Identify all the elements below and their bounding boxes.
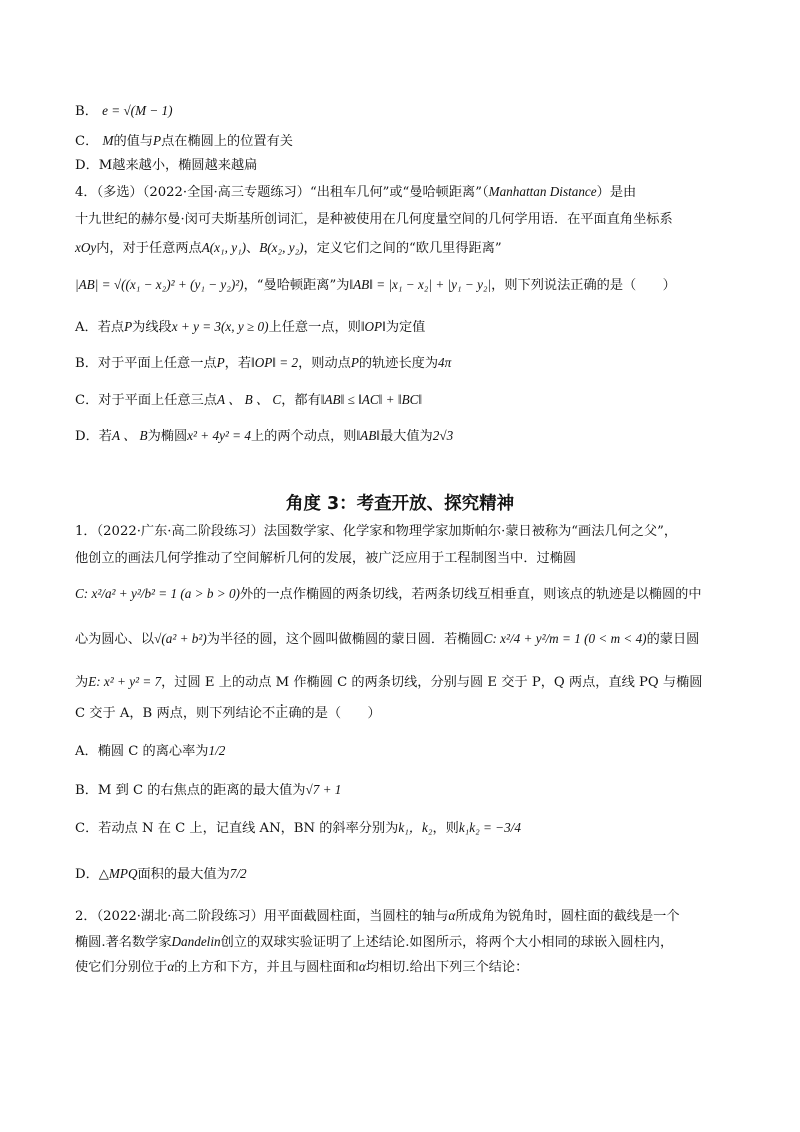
emphasis-not-correct: 不正确 [261, 706, 302, 721]
q4-b-text-2: ，若 [224, 356, 252, 371]
math-xoy: xOy [75, 240, 97, 255]
q4-c-text-1: C．对于平面上任意三点 [75, 393, 217, 408]
math-euclid-distance: |AB| = √((x₁ − x₂)² + (y₁ − y₂)²) [75, 277, 244, 292]
q4-option-d [75, 427, 735, 446]
p1-c-text-1: C．若动点 N 在 C 上，记直线 AN，BN 的斜率分别为 [75, 821, 399, 836]
p1-d-text-2: 面积的最大值为 [137, 867, 230, 882]
q4-b-text-3: ，则动点 [298, 356, 351, 371]
q3-option-b-label: B． [75, 104, 98, 119]
p1-option-a [75, 742, 735, 761]
math-alpha: α [358, 959, 366, 974]
q4-line-1-text: 4．（多选）（2022·全国·高三专题练习）“出租车几何”或“曼哈顿距离”（ [75, 185, 489, 200]
p1-line-4 [75, 630, 735, 649]
p2-line-3-text-1: 使它们分别位于 [75, 960, 168, 975]
math-p: P [124, 319, 133, 334]
math-alpha: α [448, 908, 456, 923]
p2-line-2-text-2: 创立的双球实验证明了上述结论.如图所示，将两个大小相同的球嵌入圆柱内， [220, 935, 674, 950]
q4-d-text-3: 上的两个动点，则 [250, 429, 357, 444]
p1-line-6-text-1: C 交于 A，B 两点，则下列结论 [75, 706, 262, 721]
section-heading: 角度 3：考查开放、探究精神 [285, 494, 515, 514]
q4-a-text-2: 为线段 [132, 320, 172, 335]
math-2sqrt3: 2√3 [432, 428, 454, 443]
q3-option-c-label: C． [75, 134, 99, 149]
q4-a-text-4: 为定值 [385, 320, 426, 335]
q4-option-c [75, 391, 735, 410]
q4-d-text-4: 最大值为 [380, 429, 433, 444]
name-dandelin: Dandelin [171, 934, 221, 949]
q4-line-3 [75, 239, 735, 258]
q4-line-3-text-1: 内，对于任意两点 [96, 241, 202, 256]
p2-line-2-text-1: 椭圆.著名数学家 [75, 935, 172, 950]
math-ellipse-m: C: x²/4 + y²/m = 1 (0 < m < 4) [483, 631, 647, 646]
p2-line-1 [75, 907, 735, 926]
math-p: P [350, 355, 359, 370]
q4-line-1 [75, 183, 735, 202]
q4-line-4-text-2: ，则下列说法正确的是（ ） [491, 278, 676, 293]
q4-line-1-italic: Manhattan Distance [488, 184, 597, 199]
q4-b-text-4: 的轨迹长度为 [358, 356, 439, 371]
p1-line-6 [75, 705, 735, 723]
math-point-b: B(x₂, y₂) [259, 240, 304, 255]
q4-a-text-1: A．若点 [75, 320, 125, 335]
p2-line-3-text-2: 的上方和下方，并且与圆柱面和 [174, 960, 359, 975]
p1-option-c [75, 819, 735, 838]
p1-line-5 [75, 673, 735, 692]
q4-c-text-2: ，都有 [281, 393, 321, 408]
math-ab: A 、 B [111, 428, 148, 443]
p2-line-1-text-1: 2．（2022·湖北·高二阶段练习）用平面截圆柱面，当圆柱的轴与 [75, 909, 449, 924]
q4-a-text-3: 上任意一点，则 [268, 320, 361, 335]
q3-option-c [75, 132, 735, 151]
q3-option-d: D．M越来越小，椭圆越来越扁 [75, 158, 258, 173]
p2-line-1-text-2: 所成角为锐角时，圆柱面的截线是一个 [455, 909, 680, 924]
q3-option-b [75, 102, 735, 121]
p1-line-4-text-1: 心为圆心、以 [75, 632, 155, 647]
math-k1k2-value: k₁k₂ = −3/4 [458, 820, 521, 835]
math-op-norm: ‖OP‖ [360, 319, 386, 334]
math-p: P [153, 133, 162, 148]
math-seven-halves: 7/2 [229, 866, 247, 881]
q3-option-c-text-1: 的值与 [113, 134, 154, 149]
q4-line-4-text-1: ，“曼哈顿距离”为 [243, 278, 350, 293]
math-alpha: α [167, 959, 175, 974]
q4-line-3-text-3: ，定义它们之间的“欧几里得距离” [303, 241, 502, 256]
q4-line-4 [75, 276, 735, 295]
math-monge-circle: E: x² + y² = 7 [88, 674, 162, 689]
math-segment: x + y = 3(x, y ≥ 0) [171, 319, 269, 334]
math-triangle-mpq: △MPQ [98, 866, 138, 881]
math-k1-k2: k₁，k₂ [398, 820, 433, 835]
p1-line-5-text-2: ，过圆 E 上的动点 M 作椭圆 C 的两条切线，分别与圆 E 交于 P，Q 两点，直线 PQ 与椭圆 [161, 675, 703, 690]
p1-line-6-text-2: 的是（ ） [301, 706, 381, 721]
q3-option-c-text-2: 点在椭圆上的位置有关 [161, 134, 293, 149]
math-op-equals: ‖OP‖ = 2 [251, 355, 299, 370]
q4-line-3-text-2: 、 [246, 241, 260, 256]
p1-line-3-text: 外的一点作椭圆的两条切线，若两条切线互相垂直，则该点的轨迹是以椭圆的中 [239, 587, 702, 602]
p1-c-text-2: ，则 [432, 821, 459, 836]
q4-line-1-end: ）是由 [596, 185, 637, 200]
p1-line-3 [75, 585, 735, 604]
p1-option-b [75, 781, 735, 800]
q4-line-2: 十九世纪的赫尔曼·闵可夫斯基所创词汇，是种被使用在几何度量空间的几何学用语．在平面直角坐标系 [75, 212, 673, 227]
p1-option-d [75, 865, 735, 884]
math-sqrt7-plus-1: √7 + 1 [305, 782, 342, 797]
p1-line-2: 他创立的画法几何学推动了空间解析几何的发展，被广泛应用于工程制图当中．过椭圆 [75, 551, 577, 566]
p1-line-4-text-2: 为半径的圆，这个圆叫做椭圆的蒙日圆．若椭圆 [206, 632, 484, 647]
math-m: M [102, 133, 114, 148]
p2-line-3-text-3: 均相切.给出下列三个结论： [365, 960, 529, 975]
math-point-a: A(x₁, y₁) [201, 240, 247, 255]
math-manhattan-distance: ‖AB‖ = |x₁ − x₂| + |y₁ − y₂| [349, 277, 492, 292]
math-ellipse-general: C: x²/a² + y²/b² = 1 (a > b > 0) [75, 586, 240, 601]
math-ab-norm: ‖AB‖ [356, 428, 380, 443]
q4-d-text-1: D．若 [75, 429, 112, 444]
q4-b-text-1: B．对于平面上任意一点 [75, 356, 217, 371]
p1-line-4-text-3: 的蒙日圆 [646, 632, 700, 647]
p1-d-text-1: D． [75, 867, 99, 882]
math-triangle-inequality: ‖AB‖ ≤ ‖AC‖ + ‖BC‖ [320, 392, 423, 407]
math-ellipse: x² + 4y² = 4 [187, 428, 251, 443]
q3-option-b-math: e = √(M − 1) [102, 103, 173, 118]
math-half: 1/2 [208, 743, 226, 758]
p1-line-1: 1．（2022·广东·高二阶段练习）法国数学家、化学家和物理学家加斯帕尔·蒙日被称为“画法几何之父”， [75, 524, 678, 539]
q4-option-a [75, 318, 735, 337]
p2-line-3 [75, 958, 735, 977]
p1-line-5-text-1: 为 [75, 675, 89, 690]
math-4pi: 4π [438, 355, 452, 370]
p1-a-text: A．椭圆 C 的离心率为 [75, 744, 209, 759]
p1-b-text: B．M 到 C 的右焦点的距离的最大值为 [75, 783, 306, 798]
math-abc: A 、 B 、 C [216, 392, 282, 407]
q4-option-b [75, 354, 735, 373]
math-radius: √(a² + b²) [154, 631, 207, 646]
p2-line-2 [75, 933, 735, 952]
q4-d-text-2: 为椭圆 [147, 429, 188, 444]
math-p: P [216, 355, 225, 370]
